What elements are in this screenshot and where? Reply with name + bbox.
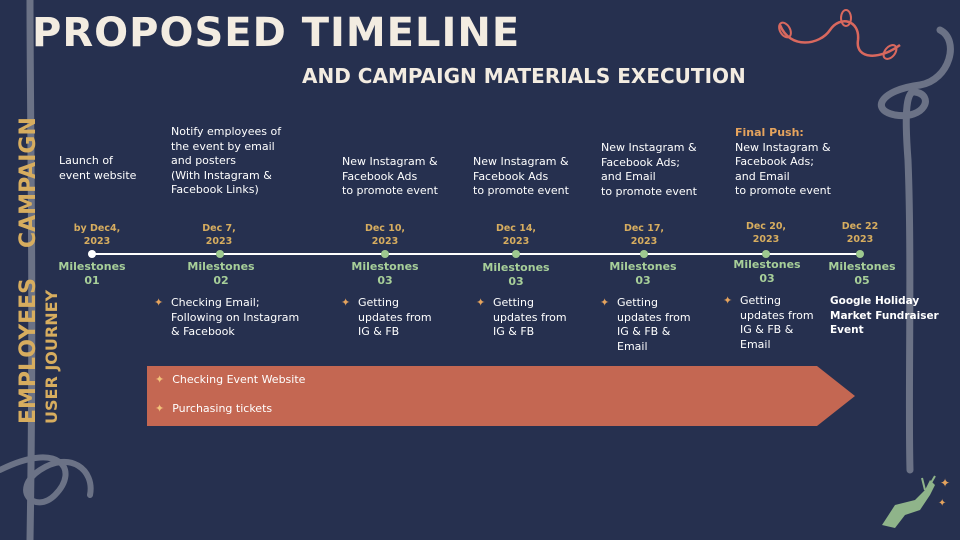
- milestone-dot-5: [640, 250, 648, 258]
- timeline-line: [92, 253, 860, 255]
- campaign-item-6: Final Push: New Instagram & Facebook Ads; and Email to promote event: [735, 126, 831, 197]
- milestone-label-3: Milestones 03: [351, 260, 419, 287]
- milestone-label-7: Milestones 05: [828, 260, 896, 287]
- milestone-label-4: Milestones 03: [482, 261, 550, 288]
- milestone-dot-1: [88, 250, 96, 258]
- final-push-label: Final Push:: [735, 126, 804, 139]
- milestone-date-6: Dec 20, 2023: [745, 221, 787, 245]
- journey-item-4: ✦ Getting updates from IG & FB & Email: [600, 296, 691, 353]
- milestone-date-3: Dec 10, 2023: [364, 223, 406, 247]
- sparkle-icon: ✦: [600, 296, 610, 309]
- journey-item-2: ✦ Getting updates from IG & FB: [341, 296, 432, 338]
- sparkle-icon: ✦: [155, 373, 165, 386]
- journey-item-5: ✦ Getting updates from IG & FB & Email: [723, 294, 814, 351]
- milestone-dot-2: [216, 250, 224, 258]
- campaign-item-3: New Instagram & Facebook Ads to promote event: [342, 155, 438, 197]
- journey-item-6: Google Holiday Market Fundraiser Event: [830, 295, 939, 336]
- milestone-label-1: Milestones 01: [58, 260, 126, 287]
- ongoing-activity-2: ✦ Purchasing tickets: [155, 402, 273, 415]
- milestone-date-2: Dec 7, 2023: [202, 223, 236, 247]
- sparkle-icon: ✦: [476, 296, 486, 309]
- milestone-dot-7: [856, 250, 864, 258]
- section-label-campaign: CAMPAIGN: [16, 117, 41, 248]
- campaign-item-5: New Instagram & Facebook Ads; and Email to promote event: [601, 141, 697, 198]
- campaign-item-2: Notify employees of the event by email and posters (With Instagram & Facebook Links): [171, 125, 282, 196]
- sparkle-icon: ✦: [155, 402, 165, 415]
- journey-item-3: ✦ Getting updates from IG & FB: [476, 296, 567, 338]
- campaign-item-1: Launch of event website: [59, 154, 137, 182]
- journey-item-1: ✦ Checking Email; Following on Instagram & Facebook: [154, 296, 300, 338]
- milestone-dot-4: [512, 250, 520, 258]
- milestone-date-7: Dec 22 2023: [841, 221, 879, 245]
- sparkle-icon: ✦: [940, 476, 951, 490]
- sparkle-icon: ✦: [938, 498, 947, 509]
- milestone-label-5: Milestones 03: [609, 260, 677, 287]
- sparkle-icon: ✦: [341, 296, 351, 309]
- section-label-employees: EMPLOYEES: [16, 277, 41, 424]
- milestone-date-1: by Dec4, 2023: [73, 223, 121, 247]
- milestone-label-2: Milestones 02: [187, 260, 255, 287]
- sparkle-icon: ✦: [154, 296, 164, 309]
- ongoing-activity-1: ✦ Checking Event Website: [155, 373, 306, 386]
- page-title: PROPOSED TIMELINE: [32, 10, 521, 56]
- milestone-date-4: Dec 14, 2023: [495, 223, 537, 247]
- sparkle-icon: ✦: [723, 294, 733, 307]
- milestone-date-5: Dec 17, 2023: [623, 223, 665, 247]
- reindeer-icon: [882, 476, 935, 528]
- section-label-user-journey: USER JOURNEY: [42, 289, 61, 424]
- page-subtitle: AND CAMPAIGN MATERIALS EXECUTION: [302, 64, 746, 88]
- milestone-label-6: Milestones 03: [733, 258, 801, 285]
- milestone-dot-6: [762, 250, 770, 258]
- campaign-item-4: New Instagram & Facebook Ads to promote event: [473, 155, 569, 197]
- milestone-dot-3: [381, 250, 389, 258]
